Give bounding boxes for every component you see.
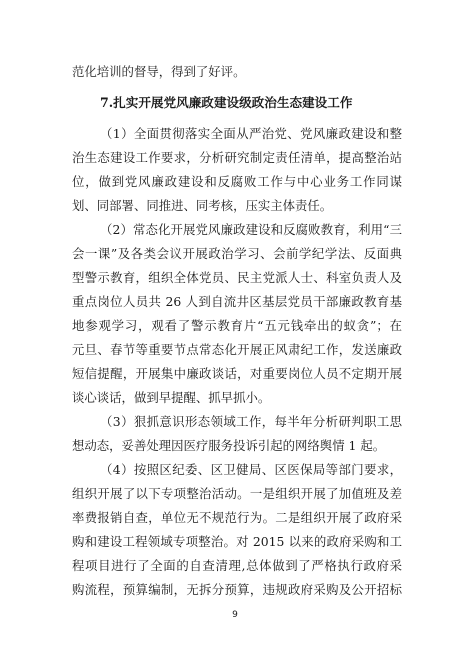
body-line: 会一课”及各类会议开展政治学习、会前学纪学法、反面典 — [72, 246, 402, 261]
body-line: 型警示教育，组织全体党员、民主党派人士、科室负责人及 — [72, 270, 402, 285]
body-line: （1）全面贯彻落实全面从严治党、党风廉政建设和整 — [100, 126, 402, 141]
page-number: 9 — [232, 610, 238, 620]
body-line: 组织开展了以下专项整治活动。一是组织开展了加值班及差 — [72, 486, 402, 501]
body-line: 重点岗位人员共 26 人到自流井区基层党员干部廉政教育基 — [72, 294, 402, 309]
body-line: （4）按照区纪委、区卫健局、区医保局等部门要求， — [100, 462, 402, 477]
body-line: 率费报销自查，单位无不规范行为。二是组织开展了政府采 — [72, 510, 402, 525]
body-line: 范化培训的督导，得到了好评。 — [72, 64, 246, 79]
body-line: 想动态，妥善处理因医疗服务投诉引起的网络舆情 1 起。 — [72, 438, 386, 453]
body-line: 购流程，预算编制，无拆分预算，违规政府采购及公开招标 — [72, 582, 402, 597]
body-line: 谈心谈话，做到早提醒、抓早抓小。 — [72, 390, 271, 405]
body-line: 治生态建设工作要求，分析研究制定责任清单，提高整治站 — [72, 150, 402, 165]
body-line: （3）狠抓意识形态领域工作，每半年分析研判职工思 — [100, 414, 402, 429]
body-line: （2）常态化开展党风廉政建设和反腐败教育，利用“三 — [100, 222, 402, 237]
body-line: 购和建设工程领域专项整治。对 2015 以来的政府采购和工 — [72, 534, 402, 549]
body-line: 元旦、春节等重要节点常态化开展正风肃纪工作，发送廉政 — [72, 342, 402, 357]
body-line: 短信提醒，开展集中廉政谈话，对重要岗位人员不定期开展 — [72, 366, 402, 381]
section-heading: 7.扎实开展党风廉政建设级政治生态建设工作 — [100, 95, 353, 110]
body-line: 位，做到党风廉政建设和反腐败工作与中心业务工作同谋 — [72, 174, 402, 189]
body-line: 划、同部署、同推进、同考核，压实主体责任。 — [72, 198, 333, 213]
body-line: 程项目进行了全面的自查清理,总体做到了严格执行政府采 — [72, 558, 402, 573]
body-line: 地参观学习，观看了警示教育片“五元钱牵出的蚁贪”；在 — [72, 318, 402, 333]
